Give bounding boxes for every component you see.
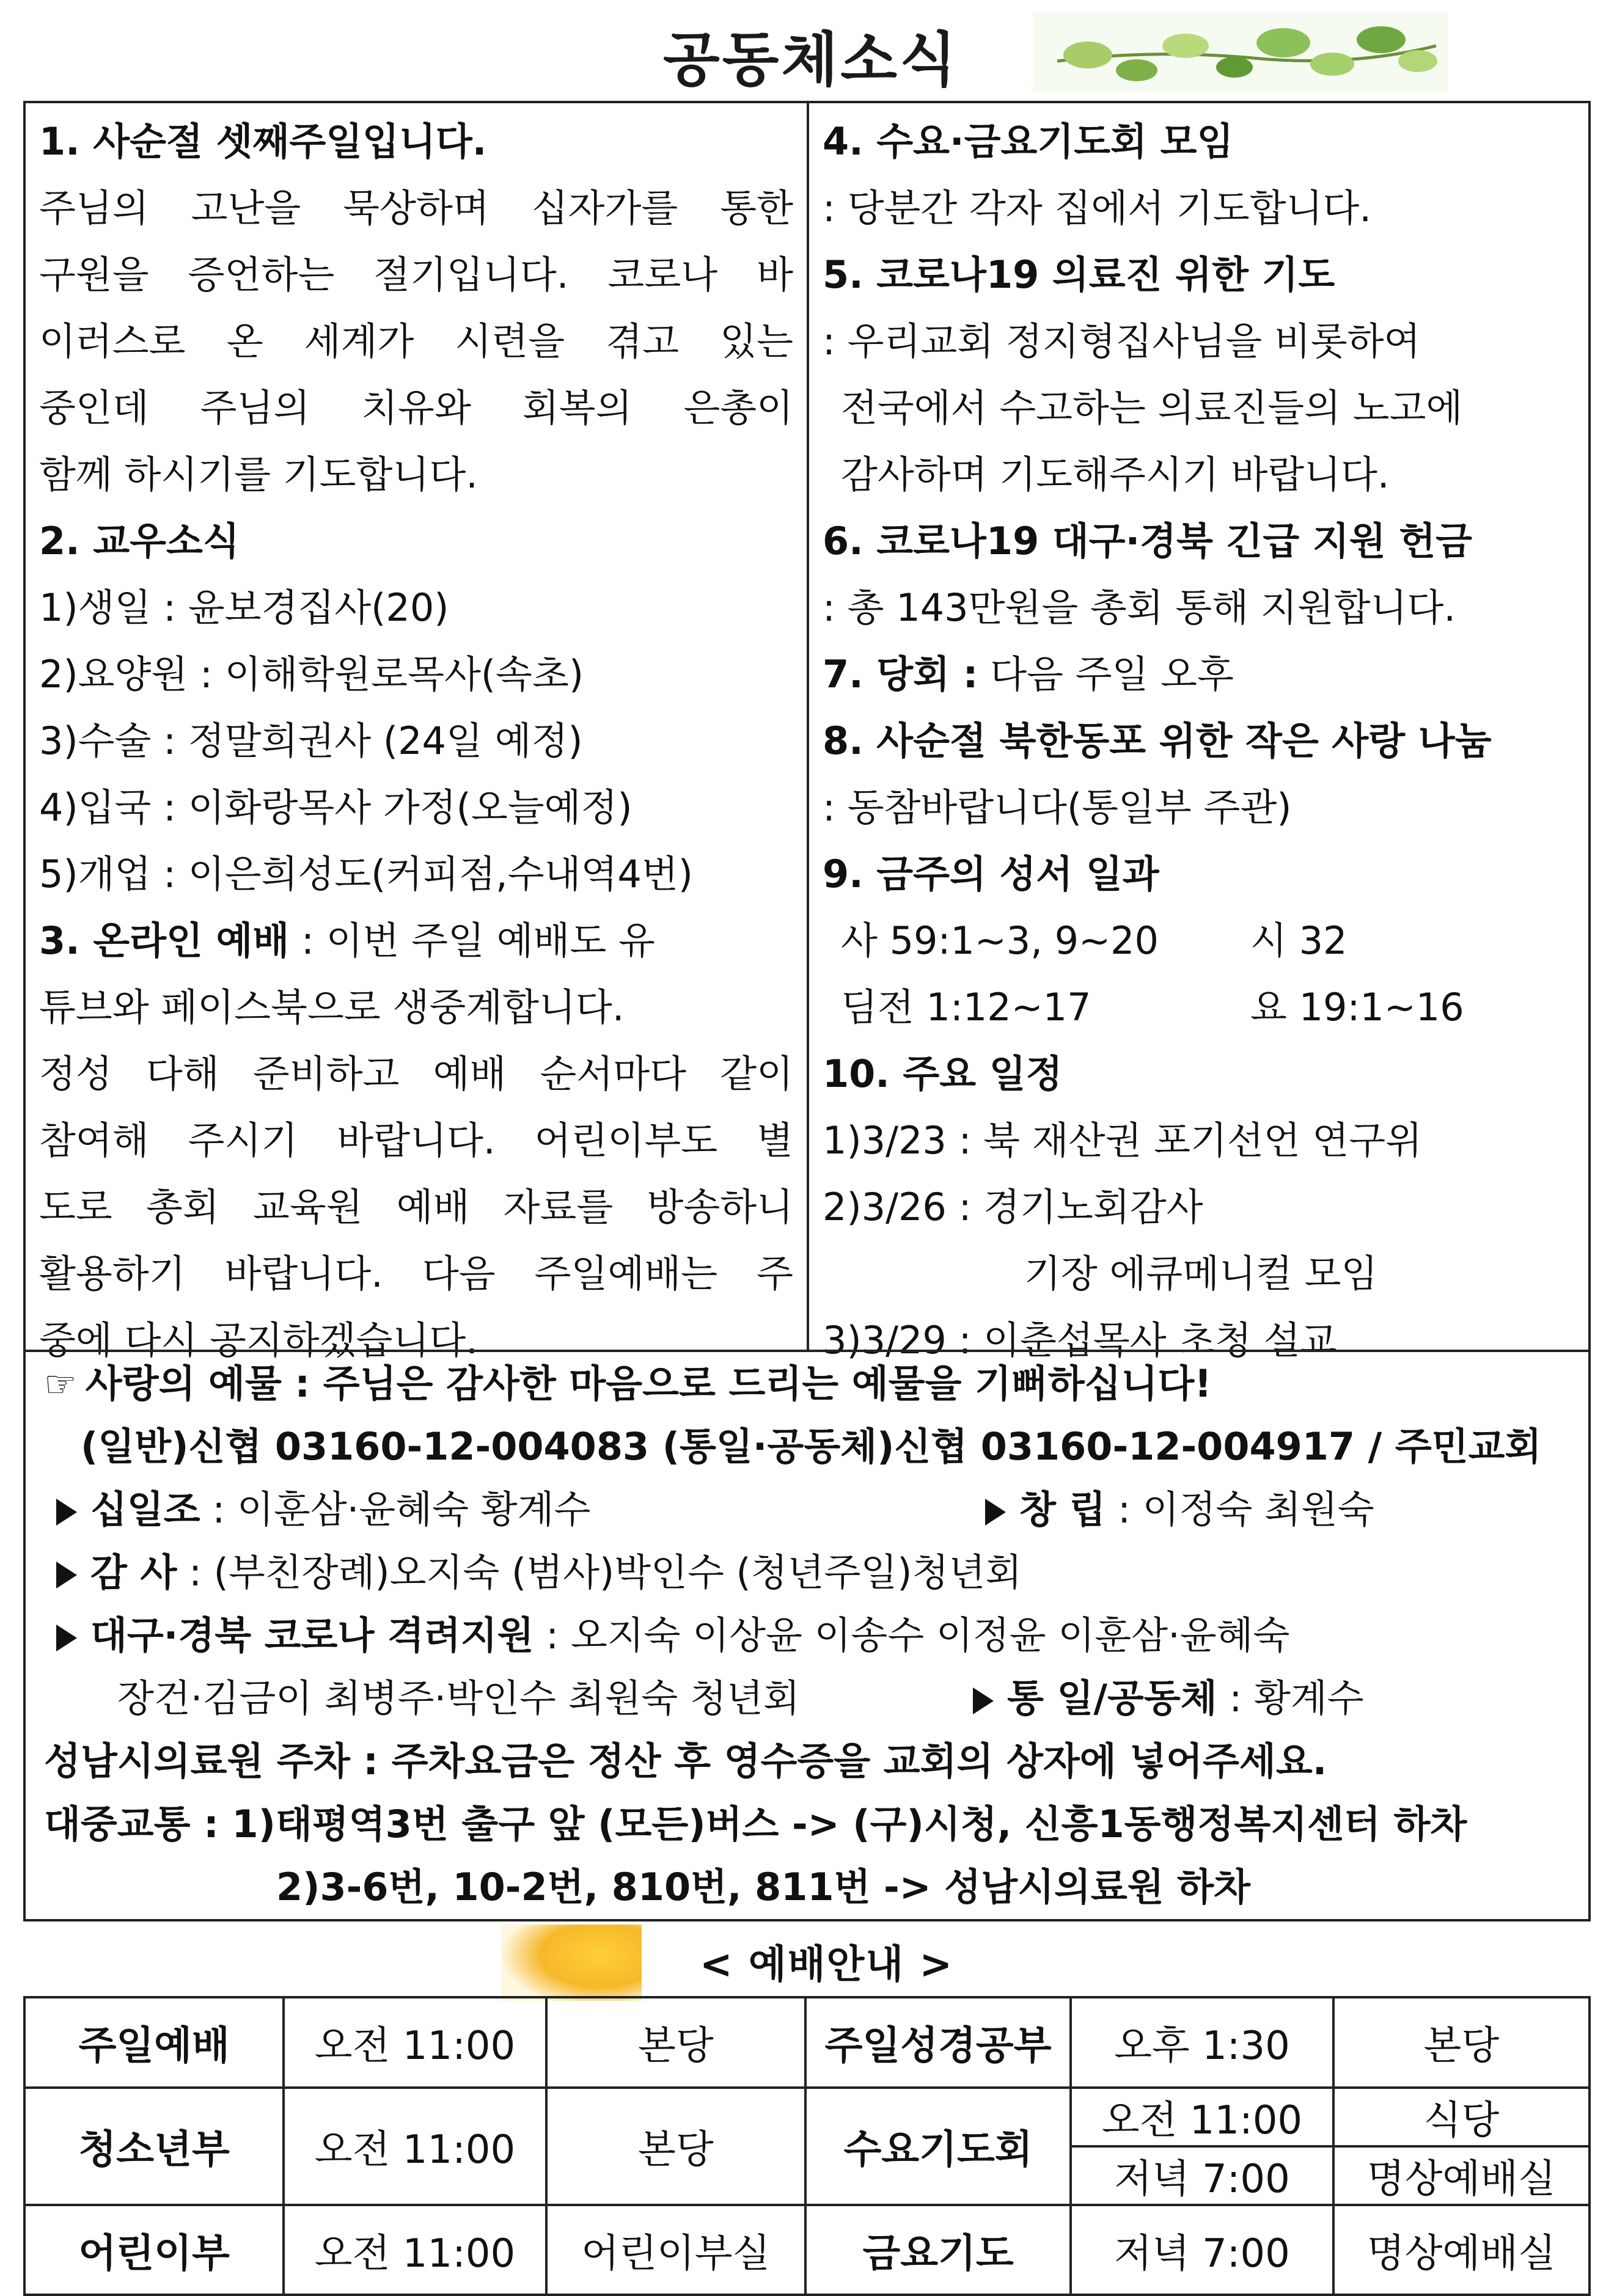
lectionary-ref: 요 19:1~16 (1250, 985, 1464, 1029)
parking-line: 성남시의료원 주차 : 주차요금은 정산 후 영수증을 교회의 상자에 넣어주세요. (44, 1739, 1327, 1783)
section-3-line: 활용하기 바랍니다. 다음 주일예배는 주 (39, 1251, 793, 1296)
support-names: : 오지숙 이상윤 이송수 이정윤 이훈삼·윤혜숙 (534, 1613, 1290, 1658)
triangle-bullet-icon (985, 1499, 1006, 1526)
section-5-line: : 우리교회 정지형집사님을 비롯하여 (823, 319, 1421, 364)
section-3-first-text: : 이번 주일 예배도 유 (289, 918, 655, 963)
table-row (24, 2205, 1590, 2295)
schedule-item: 기장 에큐메니컬 모임 (1024, 1251, 1378, 1296)
support-names-2: 장건·김금이 최병주·박인수 최원숙 청년회 (117, 1676, 800, 1720)
section-3-heading: 3. 온라인 예배 (39, 918, 290, 963)
service-time: 오전 11:00 (284, 2088, 546, 2205)
section-8-line: : 동참바랍니다(통일부 주관) (823, 785, 1292, 830)
triangle-bullet-icon (56, 1499, 77, 1526)
schedule-item: 1)3/23 : 북 재산권 포기선언 연구위 (823, 1118, 1423, 1163)
member-news-item: 2)요양원 : 이해학원로목사(속초) (39, 652, 584, 696)
service-place: 어린이부실 (546, 2205, 805, 2295)
table-row (24, 2088, 1590, 2146)
section-3-line: 참여해 주시기 바랍니다. 어린이부도 별 (39, 1118, 793, 1163)
founding-names: : 이정숙 최원숙 (1106, 1487, 1374, 1532)
section-9-heading: 9. 금주의 성서 일과 (823, 852, 1159, 896)
section-1-line: 이러스로 온 세계가 시련을 겪고 있는 (39, 319, 793, 364)
transit-line-2: 2)3-6번, 10-2번, 810번, 811번 -> 성남시의료원 하차 (276, 1865, 1251, 1909)
unity-offering (961, 1667, 1364, 1730)
section-6-line: : 총 143만원을 총회 통해 지원합니다. (823, 585, 1456, 630)
member-news-item: 1)생일 : 윤보경집사(20) (39, 585, 449, 630)
service-time: 오전 11:00 (284, 1997, 546, 2088)
service-name: 주일예배 (24, 1997, 284, 2088)
member-news-item: 5)개업 : 이은희성도(커피점,수내역4번) (39, 852, 693, 896)
service-name: 주일성경공부 (805, 1997, 1071, 2088)
service-place: 명상예배실 (1333, 2205, 1590, 2295)
section-10-heading: 10. 주요 일정 (823, 1051, 1063, 1096)
founding-label: 창 립 (1019, 1487, 1106, 1532)
worship-guide-title: < 예배안내 > (700, 1942, 954, 1987)
service-place: 본당 (546, 2088, 805, 2205)
section-4-line: : 당분간 각자 집에서 기도합니다. (823, 186, 1372, 230)
section-3-first-line (39, 907, 793, 974)
lectionary-row (823, 974, 1575, 1040)
section-1-line: 중인데 주님의 치유와 회복의 은총이 (39, 386, 793, 430)
tithe-label: 십일조 (90, 1487, 200, 1532)
schedule-item: 3)3/29 : 이춘섭목사 초청 설교 (823, 1318, 1337, 1362)
tithe-names: : 이훈삼·윤혜숙 황계수 (200, 1487, 591, 1532)
founding-offering (973, 1478, 1374, 1541)
section-3-line: 튜브와 페이스북으로 생중계합니다. (39, 985, 625, 1029)
pointing-hand-icon: ☞ (44, 1363, 77, 1406)
offering-line (44, 1352, 1570, 1415)
service-name: 청소년부 (24, 2088, 284, 2205)
section-1-line: 주님의 고난을 묵상하며 십자가를 통한 (39, 186, 793, 230)
member-news-item: 3)수술 : 정말희권사 (24일 예정) (39, 718, 583, 763)
lectionary-ref: 사 59:1~3, 9~20 (841, 918, 1159, 963)
section-7-text: 다음 주일 오후 (978, 652, 1234, 696)
unity-names: : 황계수 (1217, 1676, 1364, 1720)
section-8-heading: 8. 사순절 북한동포 위한 작은 사랑 나눔 (823, 718, 1492, 763)
section-5-line: 감사하며 기도해주시기 바랍니다. (841, 452, 1390, 497)
section-1-heading: 1. 사순절 셋째주일입니다. (39, 119, 487, 164)
section-2-heading: 2. 교우소식 (39, 519, 240, 563)
service-time: 오전 11:00 (284, 2205, 546, 2295)
triangle-bullet-icon (56, 1562, 77, 1589)
support-line-2 (44, 1667, 1570, 1730)
member-news-item: 4)입국 : 이화랑목사 가정(오늘예정) (39, 785, 632, 830)
offering-section (26, 1350, 1588, 1919)
section-5-line: 전국에서 수고하는 의료진들의 노고에 (841, 386, 1463, 430)
worship-guide-header (0, 1925, 1617, 1992)
service-time: 오전 11:00 (1071, 2088, 1333, 2146)
section-3-line: 도로 총회 교육원 예배 자료를 방송하니 (39, 1185, 793, 1229)
thanks-names: : (부친장례)오지숙 (범사)박인수 (청년주일)청년회 (177, 1550, 1022, 1595)
offering-label: 사랑의 예물 : 주님은 감사한 마음으로 드리는 예물을 기뻐하십니다! (85, 1361, 1212, 1406)
header (0, 6, 1617, 98)
service-name: 금요기도 (805, 2205, 1071, 2295)
service-place: 식당 (1333, 2088, 1590, 2146)
account-line (44, 1415, 1570, 1478)
leaves-decoration-icon (1033, 12, 1448, 92)
lectionary-row (823, 907, 1575, 974)
left-column (26, 103, 809, 1362)
unity-label: 통 일/공동체 (1007, 1676, 1217, 1720)
service-time: 오후 1:30 (1071, 1997, 1333, 2088)
section-7-line (823, 641, 1575, 707)
triangle-bullet-icon (56, 1625, 77, 1651)
lectionary-ref: 시 32 (1250, 918, 1348, 963)
service-place: 본당 (546, 1997, 805, 2088)
schedule-item: 2)3/26 : 경기노회감사 (823, 1185, 1203, 1229)
table-row (24, 1997, 1590, 2088)
thanks-line (44, 1541, 1570, 1604)
right-column (809, 103, 1588, 1362)
section-3-line: 중에 다시 공지하겠습니다. (39, 1318, 478, 1362)
section-5-heading: 5. 코로나19 의료진 위한 기도 (823, 252, 1335, 297)
news-box (23, 101, 1591, 1921)
service-time: 저녁 7:00 (1071, 2146, 1333, 2205)
service-place: 명상예배실 (1333, 2146, 1590, 2205)
support-line (44, 1604, 1570, 1667)
section-6-heading: 6. 코로나19 대구·경북 긴급 지원 헌금 (823, 519, 1473, 563)
service-time: 저녁 7:00 (1071, 2205, 1333, 2295)
service-name: 어린이부 (24, 2205, 284, 2295)
page-title: 공동체소식 (663, 26, 959, 94)
section-4-heading: 4. 수요·금요기도회 모임 (823, 119, 1234, 164)
tithe-line (44, 1478, 1570, 1541)
thanks-label: 감 사 (90, 1550, 177, 1595)
support-label: 대구·경북 코로나 격려지원 (90, 1613, 534, 1658)
service-place: 본당 (1333, 1997, 1590, 2088)
transit-line-1: 대중교통 : 1)태평역3번 출구 앞 (모든)버스 -> (구)시청, 신흥1동행정복지센터 하차 (44, 1802, 1467, 1846)
flower-decoration-icon (501, 1925, 642, 2001)
triangle-bullet-icon (973, 1687, 994, 1714)
worship-schedule-table (23, 1996, 1591, 2296)
lectionary-ref: 딤전 1:12~17 (841, 985, 1091, 1029)
section-3-line: 정성 다해 준비하고 예배 순서마다 같이 (39, 1051, 793, 1096)
section-7-heading: 7. 당회 : (823, 652, 978, 696)
section-1-line: 구원을 증언하는 절기입니다. 코로나 바 (39, 252, 793, 297)
service-name: 수요기도회 (805, 2088, 1071, 2205)
section-1-line: 함께 하시기를 기도합니다. (39, 452, 478, 497)
bank-accounts: (일반)신협 03160-12-004083 (통일·공동체)신협 03160-12-004917 / 주민교회 (81, 1424, 1542, 1469)
